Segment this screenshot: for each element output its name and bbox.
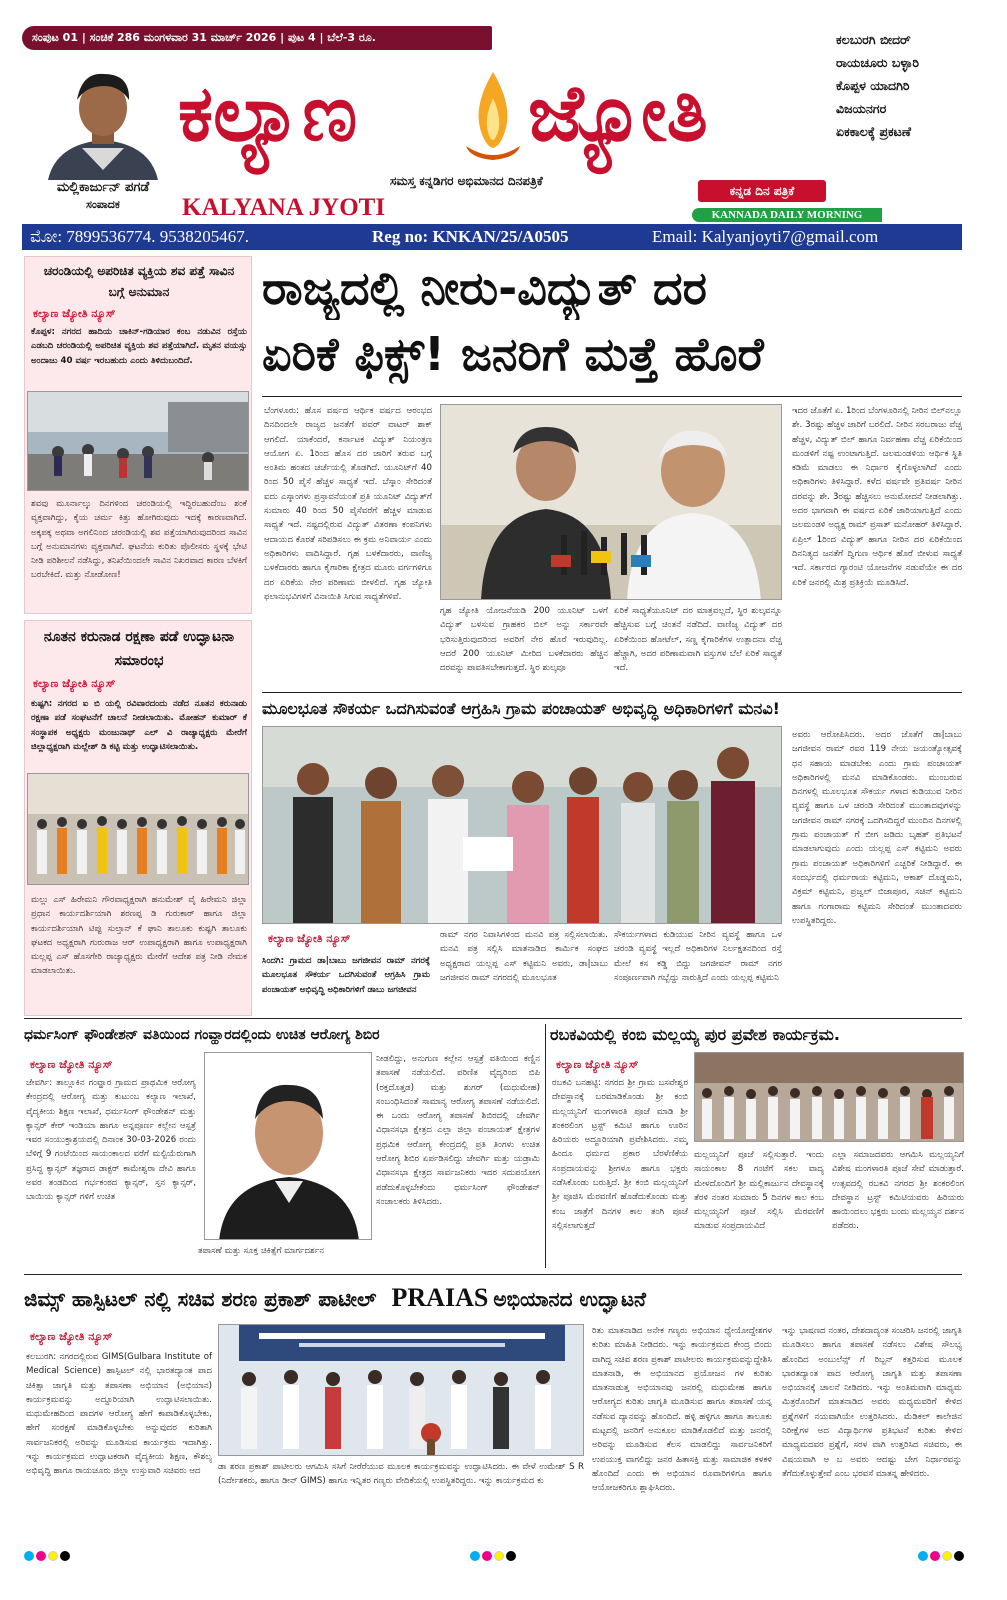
editor-role: ಸಂಪಾದಕ bbox=[86, 198, 120, 211]
district-line: ಏಕಕಾಲಕ್ಕೆ ಪ್ರಕಟಣೆ bbox=[836, 124, 911, 139]
health-col2: ನೀಡಲಿದ್ದು, ಅನುಗುಣ ಕಲ್ಲೇನ ಆಸ್ಪತ್ರೆ ವತಿಯಿಂದ ಕಣ್ಣಿನ ತಪಾಸಣೆ ನಡೆಯಲಿದೆ. ಪರಿಣಿತ ವೈದ್ಯರಿಂದ ಬಿಪಿ (ರಕ್ತದೊತ್ತಡ) ಮತ್ತು ಶುಗರ್ (ಮಧುಮೇಹ) ಸಂಬಂಧಿಸಿದಂತೆ ಸಾಮಾನ್ಯ ಆರೋಗ್ಯ ತಪಾಸಣೆ ನಡೆಯಲಿದೆ. ಈ ಒಂದು ಆರೋಗ್ಯ ತಪಾಸಣೆ ಶಿಬಿರದಲ್ಲಿ ಜೇವರ್ಗಿ ವಿಧಾನಸಭಾ ಕ್ಷೇತ್ರದ ಎಲ್ಲಾ ಜಿಲ್ಲಾ ಪಂಚಾಯತ್ ಕ್ಷೇತ್ರಗಳ ಪ್ರಥಮಿಕ ಆರೋಗ್ಯ ಕೇಂದ್ರದಲ್ಲಿ ಪ್ರತಿ ತಿಂಗಳು ಉಚಿತ ಆರೋಗ್ಯ ಶಿಬಿರ ಏರ್ಪಡಿಸಲಿದ್ದು ಜೇವರ್ಗಿ ಮತ್ತು ಯಡ್ರಾಮಿ ವಿಧಾನಸಭಾ ಕ್ಷೇತ್ರದ ಸಾರ್ವಜನಿಕರು ಇದರ ಸದುಪಯೋಗ ಪಡೆದುಕೊಳ್ಳಬೇಕೆಂದು ಧರ್ಮಸಿಂಗ್ ಫೌಂಡೇಶನ್ ಸಂಚಾಲಕರು ತಿಳಿಸಿದರು. bbox=[376, 1054, 540, 1207]
left-column-story1 bbox=[24, 256, 252, 614]
district-line: ಕೊಪ್ಪಳ ಯಾದಗಿರಿ bbox=[836, 78, 910, 93]
health-caption: ತಪಾಸಣೆ ಮತ್ತು ಸೂಕ್ತ ಚಿಕಿತ್ಸೆಗೆ ಮಾರ್ಗದರ್ಶನ bbox=[198, 1246, 324, 1256]
gims-rule bbox=[24, 1274, 962, 1275]
story2-headline: ನೂತನ ಕರುನಾಡ ರಕ್ಷಣಾ ಪಡೆ ಉದ್ಘಾಟನಾ ಸಮಾರಂಭ bbox=[43, 629, 235, 669]
masthead-title bbox=[178, 58, 808, 178]
left-column-story2 bbox=[24, 620, 252, 1016]
health-headline: ಧರ್ಮಸಿಂಗ್ ಫೌಂಡೇಶನ್ ವತಿಯಿಂದ ಗಂವ್ಹಾರದಲ್ಲಿಂದು ಉಚಿತ ಆರೋಗ್ಯ ಶಿಬಿರ bbox=[24, 1027, 380, 1043]
lead-col1: ಬೆಂಗಳೂರು: ಹೊಸ ವರ್ಷದ ಆರ್ಥಿಕ ವರ್ಷದ ಆರಂಭದ ದಿನದಿಂದಲೇ ರಾಜ್ಯದ ಜನತೆಗೆ ಪವರ್ ವಾಟರ್ ಶಾಕ್ ಆಗಲಿದೆ. ಯಾಕೆಂದರೆ, ಕರ್ನಾಟಕ ವಿದ್ಯುತ್ ನಿಯಂತ್ರಣ ಆಯೋಗ ಏ. 1ರಿಂದ ಹೊಸ ದರ ಜಾರಿಗೆ ತರುವ ಬಗ್ಗೆ ಅಂತಿಮ ಹಂತದ ಚರ್ಚೆಯಲ್ಲಿ ತೊಡಗಿದೆ. ಯೂನಿಟ್‌ಗೆ 40 ರಿಂದ 50 ಪೈಸೆ ಹೆಚ್ಚಳ ಸಾಧ್ಯತೆ ಇದೆ. ಬೆಸ್ಕಾಂ ಸೇರಿದಂತೆ ಐದು ಎಸ್ಕಾಂಗಳು ಪ್ರಸ್ತಾವನೆಯಂತೆ ಪ್ರತಿ ಯೂನಿಟ್ ವಿದ್ಯುತ್‌ಗೆ ಸುಮಾರು 40 ರಿಂದ 50 ಪೈಸೆವರೆಗೆ ಹೆಚ್ಚಳ ಮಾಡುವ ಸಾಧ್ಯತೆ ಇದೆ. ನಷ್ಟದಲ್ಲಿರುವ ವಿದ್ಯುತ್ ವಿತರಣಾ ಕಂಪನಿಗಳು ಆದಾಯದ ಕೊರತೆ ಸರಿಪಡಿಸಲು ಈ ಕ್ರಮ ಅನಿವಾರ್ಯ ಎಂದು ಅಧಿಕಾರಿಗಳು ವಾದಿಸಿದ್ದಾರೆ. ಗೃಹ ಬಳಕೆದಾರರು, ವಾಣಿಜ್ಯ ಬಳಕೆದಾರರು ಹಾಗೂ ಕೈಗಾರಿಕಾ ಕ್ಷೇತ್ರದ ಮೂರು ವರ್ಗಗಳಿಗೂ ದರ ಏರಿಕೆಯ ನೇರ ಪರಿಣಾಮ ಬೀಳಲಿದೆ. ಗೃಹ ಜ್ಯೋತಿ ಫಲಾನುಭವಿಗಳಿಗೆ ವಿನಾಯಿತಿ ಸಿಗುವ ಸಾಧ್ಯತೆಗಳಿವೆ. bbox=[264, 406, 432, 602]
panchayat-photo bbox=[262, 726, 782, 924]
daily-kannada-badge: ಕನ್ನಡ ದಿನ ಪತ್ರಿಕೆ bbox=[698, 180, 826, 202]
lead-headline-line2: ಏರಿಕೆ ಫಿಕ್ಸ್! ಜನರಿಗೆ ಮತ್ತೆ ಹೊರೆ bbox=[262, 327, 764, 381]
gims-headline-english: PRAIAS bbox=[391, 1283, 489, 1312]
story2-lead: ಕುಷ್ಟಗಿ: ನಗರದ ಐ ಬಿ ಯಲ್ಲಿ ರವಿವಾರದಂದು ನಡೆದ ನೂತನ ಕರುನಾಡು ರಕ್ಷಣಾ ಪಡೆ ಸಂಘಟನೆಗೆ ಚಾಲನೆ ನೀಡಲಾಯಿತು. ಮೋಹನ್ ಕುಮಾರ್ ಕೆ ಸಂಸ್ಥಾಪಕ ಅಧ್ಯಕ್ಷರು ಮಂಜುನಾಥ್ ಎಲ್ ವಿ ರಾಜ್ಯಾಧ್ಯಕ್ಷರು ಮೇರೆಗೆ ಜಿಲ್ಲಾಧ್ಯಕ್ಷರಾಗಿ ಮಲ್ಲೇಶ್ ಡಿ ಕಟ್ಟಿ ಮತ್ತು ಉದ್ಘಾಟಿಸಲಾಯಿತು. bbox=[31, 699, 247, 752]
title-kannada-right: ಜ್ಯೋತಿ bbox=[528, 69, 708, 159]
story1-body: ಶವವು ಮೂರ್ನಾಲ್ಕು ದಿನಗಳಿಂದ ಚರಂಡಿಯಲ್ಲಿ ಇದ್ದಿರಬಹುದೆಂಬ ಶಂಕೆ ವ್ಯಕ್ತವಾಗಿದ್ದು, ಕೈಯ ಚರ್ಮ ಕಿತ್ತು ಹೋಗಿರುವುದು ಇದಕ್ಕೆ ಕಾರಣವಾಗಿದೆ. ಅಕ್ಕಪಕ್ಕ ಅಥವಾ ಅಗಲಿನಿಂದ ಚರಂಡಿಯಲ್ಲಿ ಶವ ಪತ್ತೆಯಾಗಿರುವುದರಿಂದ ಸಾವಿನ ಬಗ್ಗೆ ಅನುಮಾನಗಳು ವ್ಯಕ್ತವಾಗಿವೆ. ಘಟನೆಯ ಕುರಿತು ಪೊಲೀಸರು ಸ್ಥಳಕ್ಕೆ ಭೇಟಿ ನೀಡಿ ಪರಿಶೀಲನೆ ನಡೆಸಿದ್ದು, ತನಿಖೆಯಿಂದಲೇ ಸಾವಿನ ನಿಖರವಾದ ಕಾರಣ ಬೆಳಕಿಗೆ ಬರಬೇಕಿದೆ. ಮತ್ತು ನೋಡೋಣ! bbox=[31, 499, 247, 581]
story2-byline: ಕಲ್ಯಾಣ ಜ್ಯೋತಿ ನ್ಯೂಸ್ bbox=[33, 677, 116, 690]
contact-phone: ಮೋ: 7899536774. 9538205467. bbox=[30, 227, 250, 246]
health-rule bbox=[24, 1018, 962, 1019]
story1-headline: ಚರಂಡಿಯಲ್ಲಿ ಅಪರಿಚಿತ ವ್ಯಕ್ತಿಯ ಶವ ಪತ್ತೆ ಸಾವಿನ ಬಗ್ಗೆ ಅನುಮಾನ bbox=[43, 264, 235, 299]
lamp-flame-icon bbox=[462, 68, 524, 168]
editor-photo bbox=[42, 62, 164, 180]
registration-dots-left bbox=[24, 1546, 72, 1565]
editor-name: ಮಲ್ಲಿಕಾರ್ಜುನ್ ಪಗಡೆ bbox=[56, 180, 150, 195]
district-list bbox=[836, 28, 996, 143]
lead-press-photo bbox=[440, 404, 782, 600]
panchayat-col3: ಸೌಕರ್ಯಗಳಾದ ಕುಡಿಯುವ ನೀರಿನ ವ್ಯವಸ್ಥೆ ಹಾಗೂ ಒಳ ಚರಂಡಿ ವ್ಯವಸ್ಥೆ ಇಲ್ಲದೆ ಅಧಿಕಾರಿಗಳ ನಿರ್ಲಕ್ಷತನದಿಂದ ರಸ್ತೆ ಮೇಲೆ ಕಸ ಕಡ್ಡಿ ಬಿದ್ದು ಜಗಜೀವನ್ ರಾಮ್ ನಗರ ಸಂಪೂರ್ಣವಾಗಿ ಗಬ್ಬೆದ್ದು ನಾರುತ್ತಿದೆ ಎಂದು ಯಲ್ಲಪ್ಪ ಕಟ್ಟಿಮನಿ bbox=[614, 930, 782, 983]
daily-english-badge: KANNADA DAILY MORNING bbox=[692, 208, 882, 222]
lead-rule bbox=[262, 396, 962, 397]
registration-dots-right bbox=[918, 1546, 966, 1565]
gims-caption: ಡಾ ಶರಣ ಪ್ರಕಾಶ್ ಪಾಟೀಲರು ಆಗಮಿಸಿ ಸಸಿಗೆ ನೀರೆರೆಯುವ ಮೂಲಕ ಕಾರ್ಯಕ್ರಮವನ್ನು ಉದ್ಘಾಟಿಸಿದರು. ಈ ವೇಳೆ ಉಮೇಶ್ S R (ನಿರ್ದೇಶಕರು, ಹಾಗೂ ಡೀನ್ GIMS) ಹಾಗೂ ಇನ್ನಿತರ ಗಣ್ಯರು ವೇದಿಕೆಯಲ್ಲಿ ಉಪಸ್ಥಿತರಿದ್ದರು. ಇನ್ನು ಕಾರ್ಯಕ್ರಮದ ಕು bbox=[218, 1462, 584, 1487]
registration-dots-center bbox=[470, 1546, 518, 1565]
health-col1: ಜೇವರ್ಗಿ: ತಾಲ್ಲೂಕಿನ ಗಂವ್ಹಾರ ಗ್ರಾಮದ ಪ್ರಾಥಮಿಕ ಆರೋಗ್ಯ ಕೇಂದ್ರದಲ್ಲಿ ಆರೋಗ್ಯ ಮತ್ತು ಕುಟುಂಬ ಕಲ್ಯಾಣ ಇಲಾಖೆ, ವೈದ್ಯಕೀಯ ಶಿಕ್ಷಣ ಇಲಾಖೆ, ಧರ್ಮಸಿಂಗ್ ಫೌಂಡೇಶನ್ ಮತ್ತು ಕ್ಯಾನ್ಸರ್ ಕೇರ್ ಇಂಡಿಯಾ ಹಾಗೂ ಅನ್ನಪೂರ್ಣ ಕಲ್ಲೇನ ಆಸ್ಪತ್ರೆ ಇವರ ಸಂಯುಕ್ತಾಶ್ರಯದಲ್ಲಿ ದಿನಾಂಕ 30-03-2026 ರಂದು ಬೆಳಿಗ್ಗೆ 9 ಗಂಟೆಯಿಂದ ಸಾಯಂಕಾಲದ ವರೆಗೆ ಮಲ್ಟಿಯೆರುಗಾಗಿ ಪ್ರಸಿದ್ಧ ಕ್ಯಾನ್ಸರ್ ತಜ್ಞರಾದ ಡಾಕ್ಟರ್ ಕಾಮೇಶ್ವರಾ ದೇವಿ ಹಾಗೂ ಅವರ ತಂಡದಿಂದ ಗರ್ಭಕಂಠದ ಕ್ಯಾನ್ಸರ್, ಸ್ತನ ಕ್ಯಾನ್ಸರ್, ಬಾಯಿಯ ಕ್ಯಾನ್ಸರ್ ಗಳಿಗೆ ಉಚಿತ bbox=[26, 1078, 196, 1203]
contact-reg: Reg no: KNKAN/25/A0505 bbox=[372, 227, 569, 246]
gims-col2: ರಿತು ಮಾತನಾಡಿದ ಅನೇಕ ಗಣ್ಯರು ಅಭಿಯಾನ ಧ್ಯೇಯೋದ್ದೇಶಗಳ ಕುರಿತು ಮಾಹಿತಿ ನೀಡಿದರು. ಇನ್ನು ಕಾರ್ಯಕ್ರಮದ ಕೇಂದ್ರ ಬಿಂದು ವಾಗಿದ್ದ ಸಚಿವ ಶರಣ ಪ್ರಕಾಶ್ ಪಾಟೀಲರು ಕಾರ್ಯಕ್ರಮವನ್ನುದ್ದೇಶಿಸಿ ಮಾತನಾಡಿ, ಈ ಅಭಿಯಾನದ ಪ್ರಯೋಜನ ಗಳ ಕುರಿತು ಮಾತನಾಡುತ್ತ ಅಭಿಯಾನವು ಜನರಲ್ಲಿ ಮಧುಮೇಹ ಹಾಗೂ ಆರೋಗ್ಯದ ಕುರಿತು ಜಾಗೃತಿ ಮೂಡಿಸುವ ಹಾಗೂ ತಪಾಸಣೆ ಯನ್ನ ನಡೆಸುವ ದ್ಯಾನವನ್ನು ಹೊಂದಿದೆ. ಹಳ್ಳಿ ಹಳ್ಳಿಗೂ ಹಾಗೂ ತಾಲೂಕು ಮಟ್ಟದಲ್ಲಿ ಜನರಿಗೆ ಅನುಕೂಲ ಮಾಡಿಕೊಡಲಿದೆ ಮತ್ತು ಜನರಲ್ಲಿ ಅರಿವನ್ನು ಮೂಡಿಸುವ ಕೆಲಸ ಮಾಡಲಿದ್ದು ಸಾರ್ವಜನಿಕರಿಗೆ ಉಪಯುಕ್ತ ವಾಗಲಿದ್ದು ಜನರ ಹಿತಾಸಕ್ತಿ ಮತ್ತು ಸಾಮಾಜಿಕ ಕಳಕಳಿ ಹೊಂದಿದೆ ಎಂದು ಈ ಅಭಿಯಾನ ರೂವಾರಿಗಳಿಗೂ ಹಾಗೂ ಆಯೋಜಕರಿಗೂ ಶ್ಲಾಘಿಸಿದರು. bbox=[592, 1326, 772, 1494]
panchayat-rule bbox=[262, 692, 962, 693]
title-kannada-left: ಕಲ್ಯಾಣ bbox=[178, 69, 358, 159]
gims-byline: ಕಲ್ಯಾಣ ಜ್ಯೋತಿ ನ್ಯೂಸ್ bbox=[30, 1330, 113, 1343]
story2-body: ಮಲ್ಲು ಎಸ್ ಹಿರೇಮನಿ ಗೌರವಾಧ್ಯಕ್ಷರಾಗಿ ಹನುಮೇಶ್ ವೈ ಹಿರೇಮನಿ ಜಿಲ್ಲಾ ಪ್ರಧಾನ ಕಾರ್ಯದರ್ಶಿಯಾಗಿ ಶರಣಪ್ಪ ಡಿ ಗುರುಕಾರ್ ಹಾಗೂ ಜಿಲ್ಲಾ ಕಾರ್ಯದರ್ಶಿಯಾಗಿ ಟಿಪ್ಪು ಸುಲ್ತಾನ್ ಕೆ ಘಾನಿ ತಾಲೂಕು ಕುಷ್ಟಗಿ ತಾಲೂಕು ಘಟಕದ ಅಧ್ಯಕ್ಷರಾಗಿ ಗುರುರಾಜ ಆರ್ ಉಪಾಧ್ಯಕ್ಷರಾಗಿ ಹಾಗೂ ಉಪಾಧ್ಯಕ್ಷರಾಗಿ ಮಲ್ಲಪ್ಪ ಎಸ್ ಹೊಸಗೇರಿ ರಾಜ್ಯಾಧ್ಯಕ್ಷರು ಮೇರೆಗೆ ಆದೇಶ ಪತ್ರ ನೀಡಿ ನೇಮಕ ಮಾಡಲಾಯಿತು. bbox=[31, 895, 247, 977]
title-english: KALYANA JYOTI bbox=[182, 194, 386, 221]
lead-col-mid-a: ಗೃಹ ಜ್ಯೋತಿ ಯೋಜನೆಯಡಿ 200 ಯೂನಿಟ್ ಒಳಗೆ ವಿದ್ಯುತ್ ಬಳಸುವ ಗ್ರಾಹಕರ ಬಿಲ್ ಅನ್ನು ಸರ್ಕಾರವೇ ಭರಿಸುತ್ತಿರುವುದರಿಂದ ಅವರಿಗೆ ನೇರ ಹೊರೆ ಇರುವುದಿಲ್ಲ. ಆದರೆ 200 ಯೂನಿಟ್ ಮೀರಿದ ಬಳಕೆದಾರರು ಹೆಚ್ಚಿನ ದರವನ್ನು ಪಾವತಿಸಬೇಕಾಗುತ್ತದೆ. ಸ್ಥಿರ ಶುಲ್ಕವೂ bbox=[440, 606, 608, 674]
district-line: ರಾಯಚೂರು ಬಳ್ಳಾರಿ bbox=[836, 55, 919, 70]
lead-col3: ಇದರ ಜೊತೆಗೆ ಏ. 1ರಿಂದ ಬೆಂಗಳೂರಿನಲ್ಲಿ ನೀರಿನ ಬಿಲ್‌ನಲ್ಲೂ ಶೇ. 3ರಷ್ಟು ಹೆಚ್ಚಳ ಜಾರಿಗೆ ಬರಲಿದೆ. ನೀರಿನ ಸರಬರಾಜು ವೆಚ್ಚ ಹೆಚ್ಚಳ, ವಿದ್ಯುತ್ ಬಿಲ್ ಹಾಗೂ ನಿರ್ವಹಣಾ ವೆಚ್ಚ ಏರಿಕೆಯಿಂದ ಮಂಡಳಿಗೆ ನಷ್ಟ ಉಂಟಾಗುತ್ತಿದೆ. ಜಲಮಂಡಳಿಯ ಆರ್ಥಿಕ ಸ್ಥಿತಿ ಕಡಿಮೆ ಮಾಡಲು ಈ ನಿರ್ಧಾರ ಕೈಗೊಳ್ಳಲಾಗಿದೆ ಎಂದು ಅಧಿಕಾರಿಗಳು ತಿಳಿಸಿದ್ದಾರೆ. ಕಳೆದ ವರ್ಷವೇ ಪ್ರತಿವರ್ಷ ನೀರಿನ ದರವನ್ನು ಶೇ. 3ರಷ್ಟು ಹೆಚ್ಚಿಸಲು ಅನುಮೋದನೆ ನೀಡಲಾಗಿತ್ತು. ಅದರ ಭಾಗವಾಗಿ ಈ ವರ್ಷದ ಏರಿಕೆ ಜಾರಿಯಾಗುತ್ತಿದೆ ಎಂದು ಜಲಮಂಡಳಿ ಅಧ್ಯಕ್ಷ ರಾಮ್ ಪ್ರಸಾತ್ ಮನೋಹರ್ ತಿಳಿಸಿದ್ದಾರೆ. ಏಪ್ರಿಲ್ 1ರಿಂದ ವಿದ್ಯುತ್ ಹಾಗೂ ನೀರಿನ ದರ ಏರಿಕೆಯಿಂದ ದಿನನಿತ್ಯದ ಜನತೆಗೆ ದ್ವಿಗುಣ ಆರ್ಥಿಕ ಹೊರೆ ಬೀಳುವ ಸಾಧ್ಯತೆ ಇದೆ. ಸರ್ಕಾರದ ಗ್ಯಾರಂಟಿ ಯೋಜನೆಗಳ ನಡುವೆಯೇ ಈ ದರ ಏರಿಕೆ ಜನರಲ್ಲಿ ಮಿಶ್ರ ಪ್ರತಿಕ್ರಿಯೆ ಮೂಡಿಸಿದೆ. bbox=[792, 406, 962, 588]
story2-photo bbox=[27, 773, 249, 885]
rabakavi-headline: ರಬಕವಿಯಲ್ಲಿ ಕಂಬಿ ಮಲ್ಲಯ್ಯ ಪುರ ಪ್ರವೇಶ ಕಾರ್ಯಕ್ರಮ. bbox=[550, 1025, 840, 1044]
panchayat-byline: ಕಲ್ಯಾಣ ಜ್ಯೋತಿ ನ್ಯೂಸ್ bbox=[268, 932, 351, 945]
gims-headline-kannada: ಜಿಮ್ಸ್ ಹಾಸ್ಪಿಟಲ್ ನಲ್ಲಿ ಸಚಿವ ಶರಣ ಪ್ರಕಾಶ್ ಪಾಟೀಲ್ bbox=[24, 1287, 377, 1311]
rabakavi-col1: ರಬಕವಿ ಬನಹಟ್ಟಿ: ನಗರದ ಶ್ರೀ ಗ್ರಾಮ ಬಸವೇಶ್ವರ ದೇವಸ್ಥಾನಕ್ಕೆ ಬರಮಾಡಿಕೊಂಡು ಶ್ರೀ ಕಂಬಿ ಮಲ್ಲಯ್ಯನಿಗೆ ಮಂಗಳಾರತಿ ಪೂಜೆ ಮಾಡಿ ಶ್ರೀ ಶಂಕರಲಿಂಗ ಟ್ರಸ್ಟ್ ಕಮಿಟಿ ಹಾಗೂ ಊರಿನ ಹಿರಿಯರು ಅದ್ಧೂರಿಯಾಗಿ ಪ್ರವೇಶಿಸಿದರು. ನಮ್ಮ ಹಿಂದೂ ಧರ್ಮದ ಪ್ರಕಾರ ಬೆರಳೆಣಿಕೆಯ ಸಂಪ್ರದಾಯವನ್ನು ಶ್ರೀಗಳೂ ಹಾಗೂ ಭಕ್ತರು ನಡೆಸಿಕೊಂಡು ಬರುತ್ತಿದೆ. ಶ್ರೀ ಕಂಬಿ ಮಲ್ಲಯ್ಯನಿಗೆ ಶ್ರೀ ಪೂಜಿಸಿ ಮೆರವಣಿಗೆ ಹೊಡೆದುಕೊಂಡು ಮತ್ತು ಕಂಬ ಜಾತ್ರೆಗೆ ದಿನಗಳ ಕಾಲ ತಂಗಿ ಪೂಜೆ ಸಲ್ಲಿಸಲಾಗುತ್ತದೆ bbox=[552, 1078, 688, 1231]
issue-line: ಸಂಪುಟ 01 | ಸಂಚಿಕೆ 286 ಮಂಗಳವಾರ 31 ಮಾರ್ಚ್ 2026 | ಪುಟ 4 | ಬೆಲೆ-3 ರೂ. bbox=[32, 31, 376, 44]
gims-col1: ಕಲಬುರಗಿ: ನಗರದಲ್ಲಿರುವ GIMS(Gulbara Institute of Medical Science) ಹಾಸ್ಪಿಟಲ್ ನಲ್ಲಿ ಭಾರತದ್ಯಾಂತ ಪಾದ ಚಿಕಿತ್ಸಾ ಜಾಗೃತಿ ಮತ್ತು ತಪಾಸಣಾ ಅಭಿಯಾನ (ಅಭಿಯಾನ) ಕಾರ್ಯಕ್ರಮವನ್ನು ಅದ್ದೂರಿಯಾಗಿ ಉದ್ಘಾಟಿಸಲಾಯಿತು. ಮಧುಮೇಹದಿಂದ ಪಾದಗಳ ಆರೋಗ್ಯ ಹೇಗೆ ಕಾಪಾಡಿಕೊಳ್ಳಬೇಕು, ಹೇಗೆ ಸಂರಕ್ಷಣೆ ಮಾಡಿಕೊಳ್ಳಬೇಕು ಅನ್ನುವುದರ ಕುರಿತಾಗಿ ಸಾರ್ವಜನಿಕರಲ್ಲಿ ಅರಿವನ್ನು ಮೂಡಿಸುವ ಕಾರ್ಯಕ್ರಮ ಇದಾಗಿತ್ತು. ಇನ್ನು ಕಾರ್ಯಕ್ರಮದ ಉದ್ಘಾಟಕರಾಗಿ ವೈದ್ಯಕೀಯ ಶಿಕ್ಷಣ, ಕೌಶಲ್ಯ ಅಭಿವೃದ್ಧಿ ಹಾಗೂ ರಾಯಚೂರು ಜಿಲ್ಲಾ ಉಸ್ತುವಾರಿ ಸಚಿವರು ಆದ bbox=[26, 1352, 212, 1477]
tagline: ಸಮಸ್ತ ಕನ್ನಡಿಗರ ಅಭಿಮಾನದ ದಿನಪತ್ರಿಕೆ bbox=[390, 174, 543, 188]
issue-line-banner bbox=[22, 26, 492, 50]
contact-email: Email: Kalyanjoyti7@gmail.com bbox=[652, 227, 879, 246]
district-line: ಕಲಬುರಗಿ ಬೀದರ್ bbox=[836, 32, 911, 47]
rabakavi-col2: ಮಲ್ಲಯ್ಯನಿಗೆ ಪೂಜೆ ಸಲ್ಲಿಸುತ್ತಾರೆ. ಇಂದು ಸಾಯಂಕಾಲ 8 ಗಂಟೆಗೆ ಸಕಲ ವಾದ್ಯ ಮೇಳದೊಂದಿಗೆ ಶ್ರೀ ಮಲ್ಲಿಕಾರ್ಜುನ ದೇವಸ್ಥಾನಕ್ಕೆ ತೆರಳಿ ನಂತರ ಸುಮಾರು 5 ದಿನಗಳ ಕಾಲ ಕಂಬ ಮಲ್ಲಯ್ಯನಿಗೆ ಪೂಜೆ ಸಲ್ಲಿಸಿ ಮೆರವಣಿಗೆ ಮಾಡುವ ಸಂಪ್ರದಾಯವಿದೆ bbox=[694, 1150, 824, 1232]
panchayat-byline-box bbox=[262, 928, 430, 1014]
rabakavi-col3: ಎಲ್ಲಾ ಸಮಾಜದವರು ಆಗಮಿಸಿ ಮಲ್ಲಯ್ಯನಿಗೆ ವಿಶೇಷ ಮಂಗಳಾರತಿ ಪೂಜೆ ಸೇವೆ ಮಾಡುತ್ತಾರೆ. ಉತ್ಸವದಲ್ಲಿ ರಬಕವಿ ನಗರದ ಶ್ರೀ ಶಂಕರಲಿಂಗ ದೇವಸ್ಥಾನ ಟ್ರಸ್ಟ್ ಕಮಿಟಿಯವರು ಹಿರಿಯರು ಹಾಯಿಂದಲು ಭಕ್ತರು ಬಂದು ಮಲ್ಲಯ್ಯನ ದರ್ಶನ ಪಡೆದರು. bbox=[832, 1150, 964, 1232]
rabakavi-byline: ಕಲ್ಯಾಣ ಜ್ಯೋತಿ ನ್ಯೂಸ್ bbox=[556, 1058, 639, 1071]
panchayat-headline: ಮೂಲಭೂತ ಸೌಕರ್ಯ ಒದಗಿಸುವಂತೆ ಆಗ್ರಹಿಸಿ ಗ್ರಾಮ ಪಂಚಾಯತ್ ಅಭಿವೃದ್ಧಿ ಅಧಿಕಾರಿಗಳಿಗೆ ಮನವಿ! bbox=[262, 699, 780, 718]
rabakavi-divider bbox=[545, 1024, 546, 1268]
gims-headline bbox=[24, 1278, 964, 1318]
district-line: ವಿಜಯನಗರ bbox=[836, 101, 887, 116]
panchayat-col2: ರಾಮ್ ನಗರ ನಿವಾಸಿಗಳಿಂದ ಮನವಿ ಪತ್ರ ಸಲ್ಲಿಸಲಾಯಿತು. ಮನವಿ ಪತ್ರ ಸಲ್ಲಿಸಿ ಮಾತನಾಡಿದ ಕಾರ್ಮಿಕ ಸಂಘದ ಅಧ್ಯಕ್ಷರಾದ ಯಲ್ಲಪ್ಪ ಎಸ್ ಕಟ್ಟಿಮನಿ ಅವರು, ಡಾ|ಬಾಬು ಜಗಜೀವನ ರಾಮ್ ನಗರದಲ್ಲಿ ಮೂಲಭೂತ bbox=[440, 930, 608, 983]
health-portrait-photo bbox=[204, 1052, 372, 1240]
gims-headline-tail: ಅಭಿಯಾನದ ಉದ್ಘಾಟನೆ bbox=[493, 1287, 646, 1311]
story1-photo bbox=[27, 391, 249, 491]
contact-bar bbox=[22, 224, 962, 250]
health-byline: ಕಲ್ಯಾಣ ಜ್ಯೋತಿ ನ್ಯೂಸ್ bbox=[30, 1058, 113, 1071]
panchayat-col-right: ಅವರು ಆರೋಪಿಸಿದರು. ಅದರ ಜೊತೆಗೆ ಡಾ|ಬಾಬು ಜಗಜೀವನ ರಾಮ್ ರವರ 119 ನೇಯ ಜಯಂತ್ಯೋತ್ಸವಕ್ಕೆ ಧನ ಸಹಾಯ ಮಾಡಬೇಕು ಎಂದು ಗ್ರಾಮ ಪಂಚಾಯತ್ ಅಧಿಕಾರಿಗಳಲ್ಲಿ ಮನವಿ ಮಾಡಿಕೊಂಡರು. ಮುಂಬರುವ ದಿನಗಳಲ್ಲಿ ಮೂಲಭೂತ ಸೌಕರ್ಯ ಗಳಾದ ಕುಡಿಯುವ ನೀರಿನ ವ್ಯವಸ್ಥೆ ಹಾಗೂ ಒಳ ಚರಂಡಿ ಸೇರಿದಂತೆ ಮುಂತಾದವುಗಳನ್ನು ಜಗಜೀವನ ರಾಮ್ ನಗರಕ್ಕೆ ಒದಗಿಸದಿದ್ದರೆ ಮುಂದಿನ ದಿನಗಳಲ್ಲಿ ಗ್ರಾಮ ಪಂಚಾಯತ್ ಗೆ ಬೀಗ ಜಡಿದು ಬೃಹತ್ ಪ್ರತಿಭಟನೆ ಮಾಡಲಾಗುವುದು ಎಂದು ಯಲ್ಲಪ್ಪ ಎಸ್ ಕಟ್ಟಿಮನಿ ಅವರು ಗ್ರಾಮ ಪಂಚಾಯತ್ ಅಧಿಕಾರಿಗಳಿಗೆ ಎಚ್ಚರಿಕೆ ನೀಡಿದ್ದಾರೆ. ಈ ಸಂದರ್ಭದಲ್ಲಿ ಧರ್ಮರಾಯ ಕಟ್ಟಿಮನಿ, ಆಕಾಶ್ ದೊಡ್ಡಮನಿ, ವಿಕ್ರಮ್ ಕಟ್ಟಿಮನಿ, ಪ್ರಜ್ವಲ್ ಬಿಜಾಪೂರ, ಸಚಿನ್ ಕಟ್ಟಿಮನಿ ಹಾಗೂ ಗಂಗಾರಾಮ ಕಟ್ಟಿಮನಿ ಸೇರಿದಂತೆ ಮುಂತಾದವರು ಉಪಸ್ಥಿತರಿದ್ದರು. bbox=[792, 730, 962, 926]
panchayat-col1: ಸಿಂದಗಿ: ಗ್ರಾಮದ ಡಾ|ಬಾಬು ಜಗಜೀವನ ರಾಮ್ ನಗರಕ್ಕೆ ಮೂಲಭೂತ ಸೌಕರ್ಯ ಒದಗಿಸುವಂತೆ ಆಗ್ರಹಿಸಿ ಗ್ರಾಮ ಪಂಚಾಯತ್ ಅಭಿವೃದ್ಧಿ ಅಧಿಕಾರಿಗಳಿಗೆ ಡಾಬು ಜಗಜೀವನ bbox=[262, 956, 430, 995]
rabakavi-photo bbox=[694, 1052, 964, 1142]
story1-byline: ಕಲ್ಯಾಣ ಜ್ಯೋತಿ ನ್ಯೂಸ್ bbox=[33, 307, 116, 320]
gims-event-photo bbox=[218, 1324, 584, 1456]
lead-headline-line1: ರಾಜ್ಯದಲ್ಲಿ ನೀರು-ವಿದ್ಯುತ್ ದರ bbox=[262, 261, 707, 315]
story1-lead: ಕೊಪ್ಪಳ: ನಗರದ ಹಾದಿಯ ಚಾಕಿನ್-ಗಡಿಯಾರ ಕಂಬ ನಡುವಿನ ರಸ್ತೆಯ ಎಡಬದಿ ಚರಂಡಿಯಲ್ಲಿ ಅಪರಿಚಿತ ವ್ಯಕ್ತಿಯ ಶವ ಪತ್ತೆಯಾಗಿದೆ. ಮೃತನ ವಯಸ್ಸು ಅಂದಾಜು 40 ವರ್ಷ ಇರಬಹುದು ಎಂದು ತಿಳಿದುಬಂದಿದೆ. bbox=[31, 327, 247, 366]
lead-col-mid-b: ಏರಿಕೆ ಸಾಧ್ಯತೆಯೂನಿಟ್ ದರ ಮಾತ್ರವಲ್ಲದೆ, ಸ್ಥಿರ ಶುಲ್ಕವನ್ನೂ ಹೆಚ್ಚಿಸುವ ಬಗ್ಗೆ ಚಿಂತನೆ ನಡೆದಿದೆ. ವಾಣಿಜ್ಯ ವಿದ್ಯುತ್ ದರ ಏರಿಕೆಯಿಂದ ಹೋಟೆಲ್, ಸಣ್ಣ ಕೈಗಾರಿಕೆಗಳ ಉತ್ಪಾದನಾ ವೆಚ್ಚ ಹೆಚ್ಚಾಗಿ, ಅದರ ಪರಿಣಾಮವಾಗಿ ವಸ್ತುಗಳ ಬೆಲೆ ಏರಿಕೆ ಸಾಧ್ಯತೆ ಇದೆ. bbox=[614, 606, 782, 674]
gims-col3: ಇನ್ನು ಭಾಷಣದ ನಂತರ, ದೇಶದಾದ್ಯಂತ ಸಂಚರಿಸಿ ಜನರಲ್ಲಿ ಜಾಗೃತಿ ಮೂಡಿಸಲು ಹಾಗೂ ತಪಾಸಣೆ ನಡೆಸಲು ವಿಶೇಷ ಸೌಲಭ್ಯ ಹೊಂದಿದ ಅಂಬುಲೆನ್ಸ್ ಗೆ ರಿಬ್ಬನ್ ಕತ್ತರಿಸುವ ಮೂಲಕ ಭಾರತದ್ಯಾಂತ ಪಾದ ಆರೋಗ್ಯ ಜಾಗೃತಿ ಮತ್ತು ತಪಾಸಣಾ ಅಭಿಯಾನಕ್ಕೆ ಚಾಲನೆ ನೀಡಿದರು. ಇನ್ನು ಅಂತಿಮವಾಗಿ ಮಾಧ್ಯಮ ಮಿತ್ರರೊಂದಿಗೆ ಮಾತನಾಡಿದ ಅವರು ಮಧ್ಯಮವರಿಗೆ ಕೇಳಿದ ಪ್ರಶ್ನೆಗಳಿಗೆ ನಯವಾಗಿಯೇ ಉತ್ತರಿಸಿದರು. ಮೆಡಿಕಲ್ ಕಾಲೇಜಿನ ನಿರೀಕ್ಷೆಗಳ ಅದ ವಿದ್ಯಾರ್ಥಿಗಳ ಪ್ರತಿಭಟನೆ ಕುರಿತು ಕೇಳಿದ ಮಾಧ್ಯಮದವರ ಪ್ರಶ್ನೆಗೆ, ಸರಳ ವಾಗಿ ಉತ್ತರಿಸಿದ ಸಚಿವರು, ಈ ವಿಷಯವಾಗಿ ಆ ಬ ಅವರು ಆದಷ್ಟು ಬೇಗ ನಿರ್ಧಾರವನ್ನು ತೆಗೆದುಕೊಳ್ಳುತ್ತೇವೆ ಎಂಬ ಭರವಸೆ ಮಾತನ್ನ ಹೇಳಿದರು. bbox=[782, 1326, 962, 1479]
